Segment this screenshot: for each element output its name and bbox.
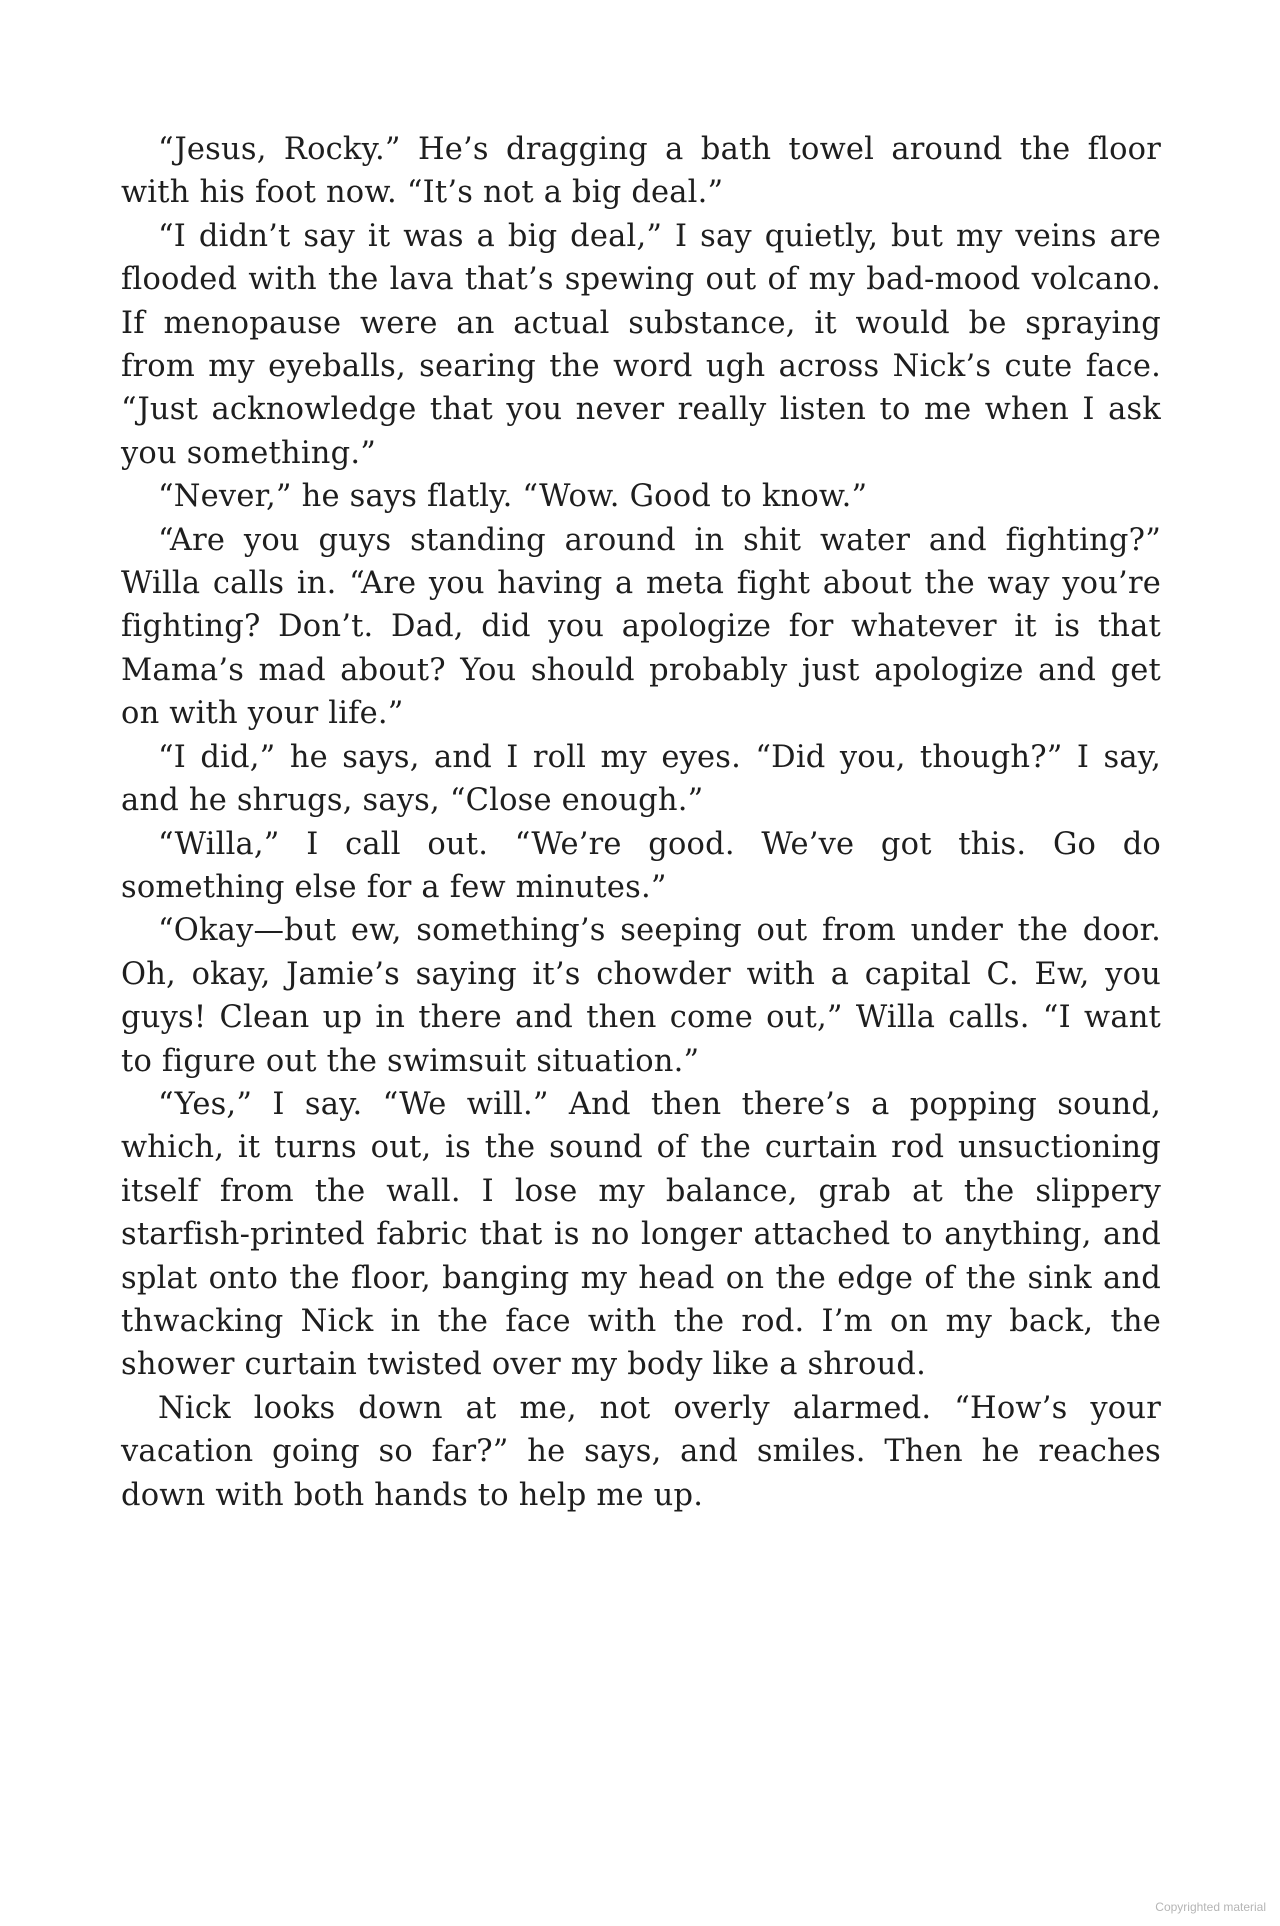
paragraph-8: “Yes,” I say. “We will.” And then there’s a popping sound, which, it turns out, is the sound of the curtain rod unsuctioning itself from the wall. I lose my balance, grab at the slippery starfish-printed fabric that is no longer attached to anything, and splat onto the floor, banging my head on the edge of the sink and thwacking Nick in the face with the rod. I’m on my back, the shower curtain twisted over my body like a shroud. (121, 1086, 1161, 1383)
copyright-watermark: Copyrighted material (1155, 1900, 1266, 1914)
paragraph-9: Nick looks down at me, not overly alarmed. “How’s your vacation going so far?” he says, and smiles. Then he reaches down with both hands to help me up. (121, 1390, 1161, 1513)
book-page-body (121, 128, 1161, 1517)
paragraph-2: “I didn’t say it was a big deal,” I say quietly, but my veins are flooded with the lava that’s spewing out of my bad-mood volcano. If menopause were an actual substance, it would be spraying from my eyeballs, searing the word ugh across Nick’s cute face. “Just acknowledge that you never really listen to me when I ask you something.” (121, 218, 1161, 471)
paragraph-6: “Willa,” I call out. “We’re good. We’ve got this. Go do something else for a few minutes.” (121, 826, 1161, 905)
paragraph-1: “Jesus, Rocky.” He’s dragging a bath towel around the floor with his foot now. “It’s not a big deal.” (121, 132, 1161, 211)
paragraph-7: “Okay—but ew, something’s seeping out from under the door. Oh, okay, Jamie’s saying it’s chowder with a capital C. Ew, you guys! Clean up in there and then come out,” Willa calls. “I want to figure out the swimsuit situation.” (121, 913, 1161, 1079)
paragraph-4: “Are you guys standing around in shit water and fighting?” Willa calls in. “Are you having a meta fight about the way you’re fighting? Don’t. Dad, did you apologize for whatever it is that Mama’s mad about? You should probably just apologize and get on with your life.” (121, 522, 1161, 732)
paragraph-5: “I did,” he says, and I roll my eyes. “Did you, though?” I say, and he shrugs, says, “Close enough.” (121, 739, 1161, 819)
paragraph-3: “Never,” he says flatly. “Wow. Good to know.” (158, 479, 868, 515)
